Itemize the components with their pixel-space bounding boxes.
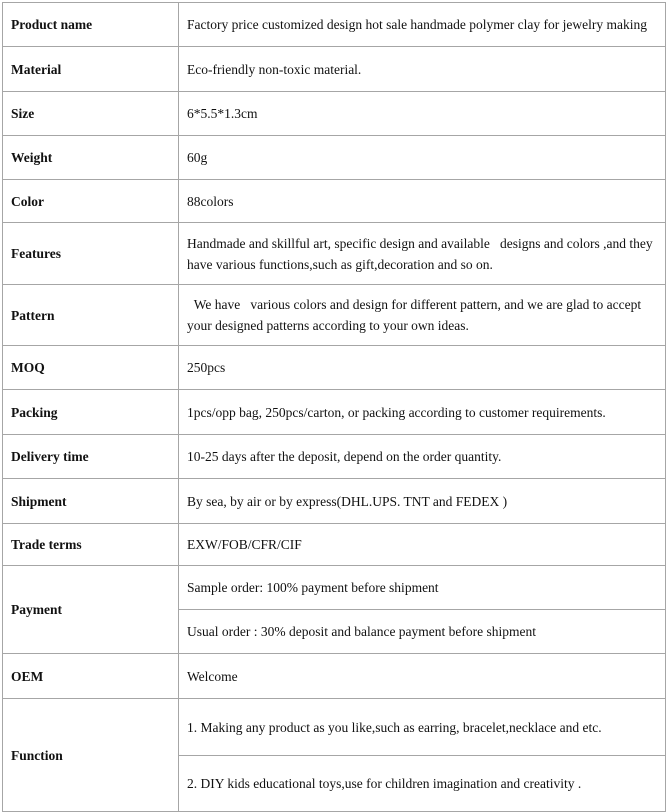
table-row <box>3 47 666 92</box>
row-value-features: Handmade and skillful art, specific design and available designs and colors ,and they have various functions,such as gift,decoration and so on. <box>179 223 666 285</box>
table-row <box>3 180 666 223</box>
row-value-delivery-time: 10-25 days after the deposit, depend on the order quantity. <box>179 435 666 479</box>
row-label-size: Size <box>3 92 179 136</box>
row-value-shipment: By sea, by air or by express(DHL.UPS. TNT and FEDEX ) <box>179 479 666 524</box>
table-row <box>3 479 666 524</box>
row-value-color: 88colors <box>179 180 666 223</box>
row-label-oem: OEM <box>3 654 179 699</box>
table-row <box>3 390 666 435</box>
row-label-function: Function <box>3 699 179 812</box>
row-value-payment-2: Usual order : 30% deposit and balance payment before shipment <box>179 610 666 654</box>
table-row <box>3 285 666 346</box>
row-value-pattern: We have various colors and design for different pattern, and we are glad to accept your designed patterns according to your own ideas. <box>179 285 666 346</box>
row-value-function-1: 1. Making any product as you like,such as earring, bracelet,necklace and etc. <box>179 699 666 756</box>
row-value-trade-terms: EXW/FOB/CFR/CIF <box>179 524 666 566</box>
table-row <box>3 524 666 566</box>
row-value-payment-1: Sample order: 100% payment before shipment <box>179 566 666 610</box>
row-label-product-name: Product name <box>3 3 179 47</box>
row-label-delivery-time: Delivery time <box>3 435 179 479</box>
row-value-material: Eco-friendly non-toxic material. <box>179 47 666 92</box>
row-value-packing: 1pcs/opp bag, 250pcs/carton, or packing according to customer requirements. <box>179 390 666 435</box>
table-row <box>3 654 666 699</box>
row-label-payment: Payment <box>3 566 179 654</box>
row-label-material: Material <box>3 47 179 92</box>
table-row <box>3 435 666 479</box>
table-row <box>3 699 666 756</box>
row-label-packing: Packing <box>3 390 179 435</box>
row-value-size: 6*5.5*1.3cm <box>179 92 666 136</box>
table-row <box>3 346 666 390</box>
product-spec-table <box>2 2 666 812</box>
row-value-product-name: Factory price customized design hot sale handmade polymer clay for jewelry making <box>179 3 666 47</box>
row-value-moq: 250pcs <box>179 346 666 390</box>
row-label-weight: Weight <box>3 136 179 180</box>
table-row <box>3 92 666 136</box>
row-value-weight: 60g <box>179 136 666 180</box>
table-row <box>3 223 666 285</box>
row-label-moq: MOQ <box>3 346 179 390</box>
table-row <box>3 3 666 47</box>
table-row <box>3 136 666 180</box>
table-row <box>3 566 666 610</box>
row-value-oem: Welcome <box>179 654 666 699</box>
row-label-color: Color <box>3 180 179 223</box>
row-label-trade-terms: Trade terms <box>3 524 179 566</box>
row-label-shipment: Shipment <box>3 479 179 524</box>
row-value-function-2: 2. DIY kids educational toys,use for children imagination and creativity . <box>179 756 666 812</box>
row-label-pattern: Pattern <box>3 285 179 346</box>
row-label-features: Features <box>3 223 179 285</box>
